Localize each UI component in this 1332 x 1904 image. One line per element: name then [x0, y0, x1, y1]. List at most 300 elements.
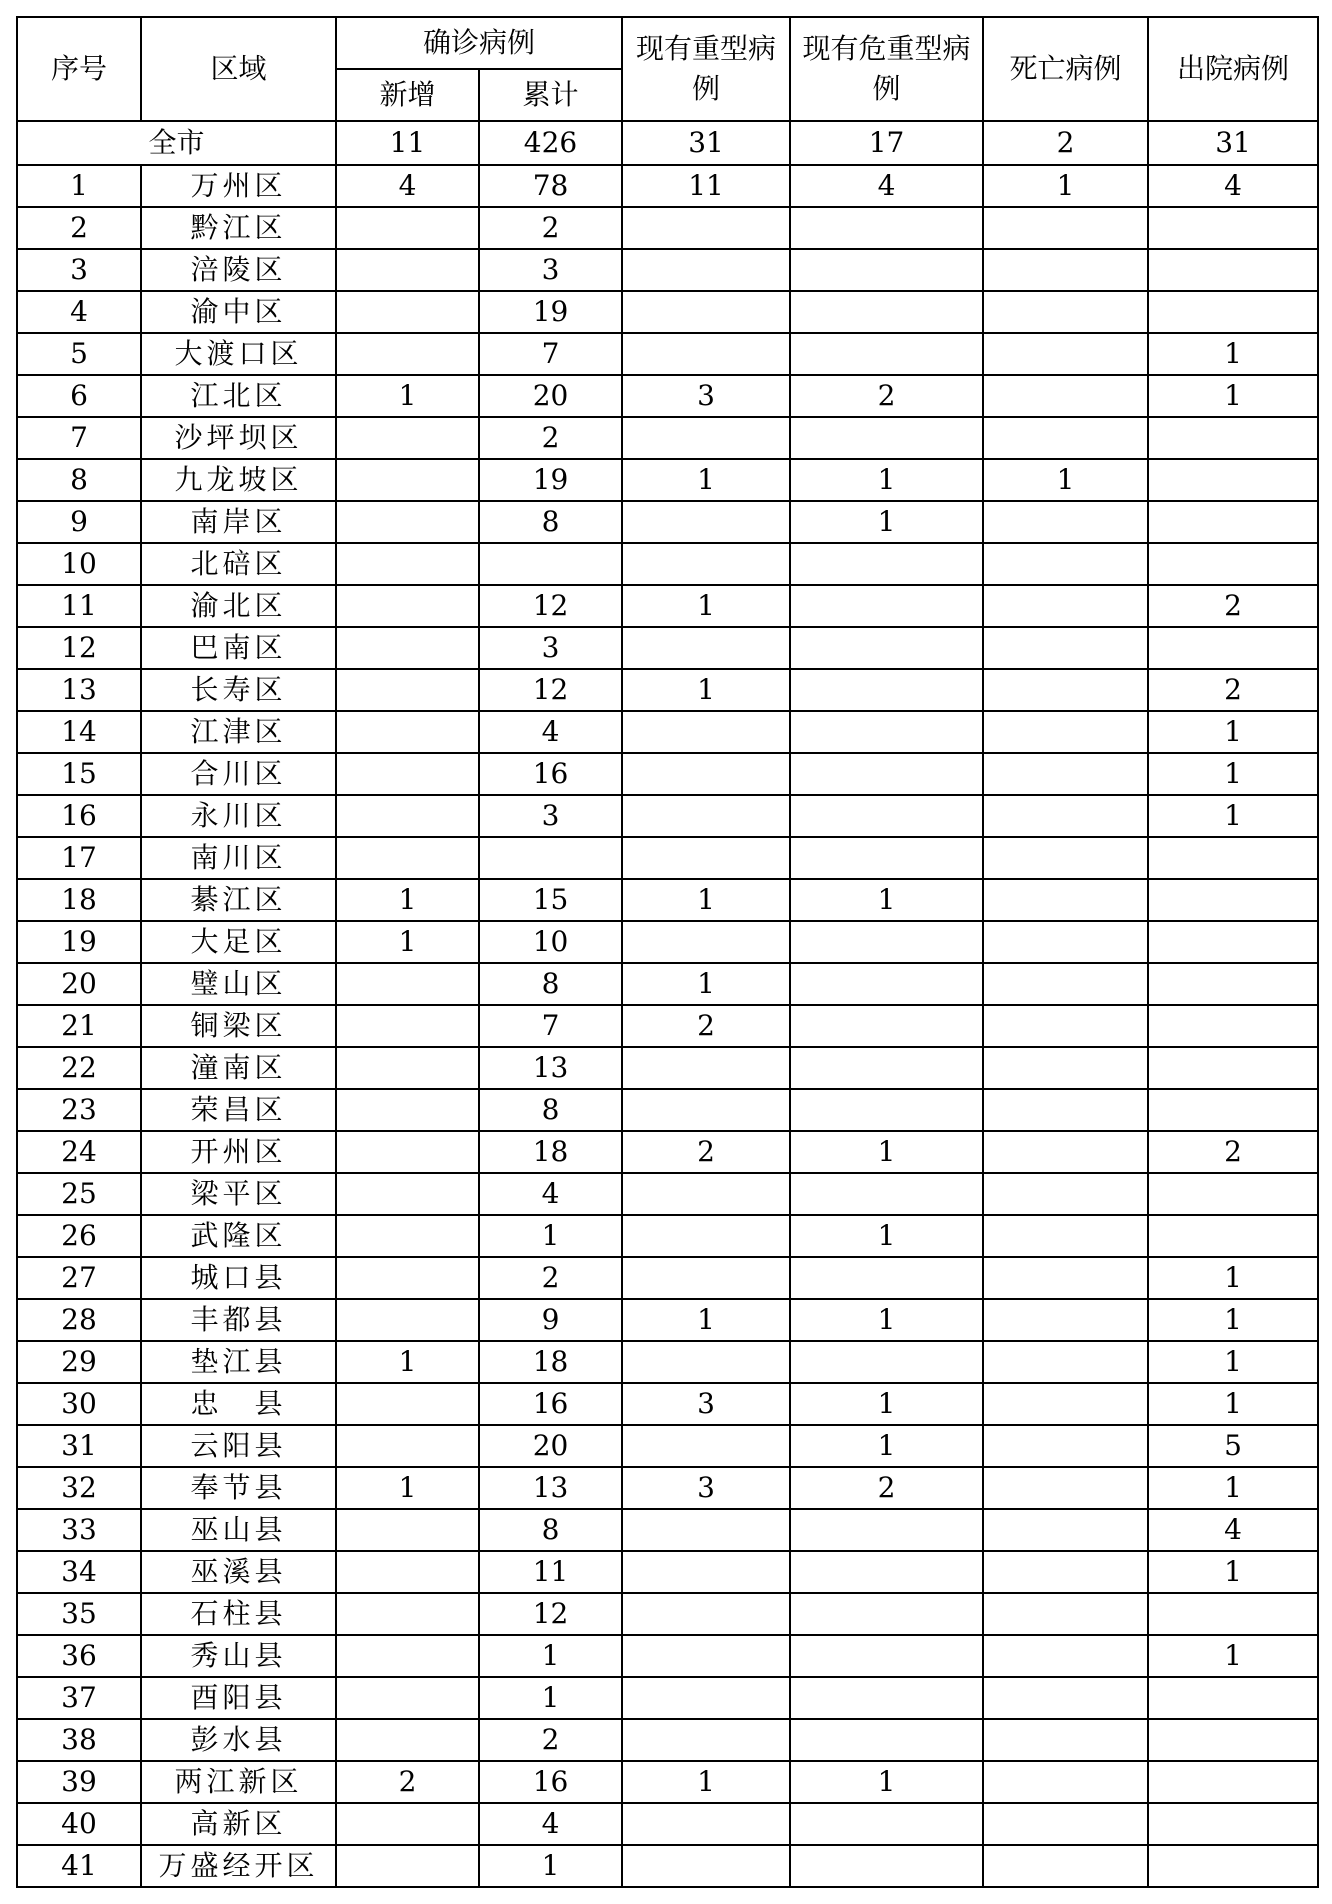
- cell-deaths: [983, 1677, 1148, 1719]
- cell-critical: [790, 291, 983, 333]
- cell-severe: [622, 1635, 790, 1677]
- cell-seq: 34: [17, 1551, 141, 1593]
- cell-new: [336, 963, 479, 1005]
- table-row: [17, 1635, 1318, 1677]
- cell-critical: [790, 1845, 983, 1887]
- cell-discharged: [1148, 543, 1318, 585]
- cell-new: [336, 753, 479, 795]
- cell-cumulative: [479, 837, 622, 879]
- table-body: [17, 121, 1318, 1887]
- cell-region: 江津区: [141, 711, 336, 753]
- cell-critical: [790, 921, 983, 963]
- cell-severe: 1: [622, 1299, 790, 1341]
- cell-region: 酉阳县: [141, 1677, 336, 1719]
- cell-cumulative: 1: [479, 1635, 622, 1677]
- cell-seq: 8: [17, 459, 141, 501]
- cell-cumulative: 10: [479, 921, 622, 963]
- cell-cumulative: 2: [479, 1257, 622, 1299]
- cell-new: [336, 1509, 479, 1551]
- cell-cumulative: 1: [479, 1677, 622, 1719]
- cell-new: [336, 795, 479, 837]
- cell-critical: [790, 417, 983, 459]
- cell-new: [336, 1383, 479, 1425]
- cell-seq: 15: [17, 753, 141, 795]
- cell-cumulative: 18: [479, 1131, 622, 1173]
- cell-seq: 5: [17, 333, 141, 375]
- cell-region: 忠 县: [141, 1383, 336, 1425]
- cell-discharged: 2: [1148, 669, 1318, 711]
- total-label: 全市: [17, 121, 336, 165]
- cell-deaths: [983, 333, 1148, 375]
- cell-critical: [790, 1005, 983, 1047]
- cell-seq: 12: [17, 627, 141, 669]
- header-discharged: 出院病例: [1148, 17, 1318, 121]
- table-row: [17, 375, 1318, 417]
- table-row: [17, 1425, 1318, 1467]
- cell-discharged: 1: [1148, 753, 1318, 795]
- cell-region: 万盛经开区: [141, 1845, 336, 1887]
- cell-region: 城口县: [141, 1257, 336, 1299]
- table-row: [17, 1593, 1318, 1635]
- cell-cumulative: 4: [479, 711, 622, 753]
- cell-critical: [790, 1803, 983, 1845]
- cell-deaths: [983, 1131, 1148, 1173]
- cell-region: 南川区: [141, 837, 336, 879]
- cell-cumulative: 7: [479, 1005, 622, 1047]
- cell-region: 梁平区: [141, 1173, 336, 1215]
- table-row: [17, 1383, 1318, 1425]
- cell-critical: [790, 1509, 983, 1551]
- cell-region: 綦江区: [141, 879, 336, 921]
- cell-critical: [790, 207, 983, 249]
- cell-critical: [790, 1719, 983, 1761]
- cell-cumulative: 1: [479, 1215, 622, 1257]
- cell-new: [336, 711, 479, 753]
- cell-severe: [622, 1341, 790, 1383]
- cell-seq: 22: [17, 1047, 141, 1089]
- cell-discharged: 1: [1148, 1551, 1318, 1593]
- header-region: 区域: [141, 17, 336, 121]
- cell-deaths: [983, 1761, 1148, 1803]
- cell-severe: [622, 1803, 790, 1845]
- cell-severe: 1: [622, 669, 790, 711]
- cell-seq: 6: [17, 375, 141, 417]
- table-row: [17, 1677, 1318, 1719]
- cell-severe: [622, 921, 790, 963]
- cell-severe: [622, 1215, 790, 1257]
- cell-cumulative: 9: [479, 1299, 622, 1341]
- cell-region: 奉节县: [141, 1467, 336, 1509]
- cell-discharged: 1: [1148, 795, 1318, 837]
- cell-region: 万州区: [141, 165, 336, 207]
- cell-seq: 40: [17, 1803, 141, 1845]
- cell-cumulative: 4: [479, 1173, 622, 1215]
- cell-discharged: [1148, 879, 1318, 921]
- cell-region: 璧山区: [141, 963, 336, 1005]
- cell-deaths: [983, 1593, 1148, 1635]
- cell-cumulative: 8: [479, 1089, 622, 1131]
- table-row: [17, 1089, 1318, 1131]
- cell-deaths: [983, 1089, 1148, 1131]
- cell-region: 黔江区: [141, 207, 336, 249]
- cell-region: 铜梁区: [141, 1005, 336, 1047]
- cell-seq: 24: [17, 1131, 141, 1173]
- cell-new: [336, 291, 479, 333]
- total-severe: 31: [622, 121, 790, 165]
- cell-region: 合川区: [141, 753, 336, 795]
- table-row: [17, 1131, 1318, 1173]
- cell-region: 渝北区: [141, 585, 336, 627]
- cell-cumulative: 2: [479, 207, 622, 249]
- cell-critical: [790, 795, 983, 837]
- cell-region: 秀山县: [141, 1635, 336, 1677]
- cell-new: [336, 249, 479, 291]
- cell-deaths: [983, 1005, 1148, 1047]
- cell-cumulative: 7: [479, 333, 622, 375]
- cell-severe: [622, 1719, 790, 1761]
- cell-region: 巫溪县: [141, 1551, 336, 1593]
- table-row: [17, 1047, 1318, 1089]
- cell-deaths: [983, 1341, 1148, 1383]
- cell-deaths: [983, 1215, 1148, 1257]
- cell-deaths: [983, 1299, 1148, 1341]
- header-new: 新增: [336, 69, 479, 121]
- table-row: [17, 711, 1318, 753]
- cell-seq: 28: [17, 1299, 141, 1341]
- cell-severe: 11: [622, 165, 790, 207]
- cell-critical: 1: [790, 459, 983, 501]
- cell-deaths: [983, 879, 1148, 921]
- cell-critical: [790, 543, 983, 585]
- cell-severe: [622, 753, 790, 795]
- cell-discharged: 2: [1148, 585, 1318, 627]
- cell-region: 巴南区: [141, 627, 336, 669]
- table-row: [17, 1845, 1318, 1887]
- cell-new: [336, 1425, 479, 1467]
- cell-region: 垫江县: [141, 1341, 336, 1383]
- cell-discharged: [1148, 501, 1318, 543]
- cell-cumulative: 4: [479, 1803, 622, 1845]
- header-seq: 序号: [17, 17, 141, 121]
- table-row: [17, 1341, 1318, 1383]
- cell-severe: [622, 1551, 790, 1593]
- cell-seq: 32: [17, 1467, 141, 1509]
- cell-new: [336, 669, 479, 711]
- cell-deaths: [983, 753, 1148, 795]
- total-cumulative: 426: [479, 121, 622, 165]
- cell-seq: 39: [17, 1761, 141, 1803]
- cell-region: 沙坪坝区: [141, 417, 336, 459]
- cell-critical: [790, 585, 983, 627]
- cell-critical: [790, 1341, 983, 1383]
- cell-region: 潼南区: [141, 1047, 336, 1089]
- cell-critical: 4: [790, 165, 983, 207]
- cell-critical: 1: [790, 879, 983, 921]
- cell-deaths: [983, 1509, 1148, 1551]
- cell-deaths: [983, 795, 1148, 837]
- cell-cumulative: 2: [479, 417, 622, 459]
- cell-deaths: [983, 375, 1148, 417]
- cell-cumulative: 3: [479, 627, 622, 669]
- cell-severe: 3: [622, 375, 790, 417]
- cell-critical: 1: [790, 1299, 983, 1341]
- cell-deaths: [983, 1635, 1148, 1677]
- cell-severe: [622, 501, 790, 543]
- cell-cumulative: 8: [479, 963, 622, 1005]
- cell-severe: [622, 1593, 790, 1635]
- table-row: [17, 1173, 1318, 1215]
- cell-cumulative: 19: [479, 459, 622, 501]
- cell-cumulative: 8: [479, 1509, 622, 1551]
- cell-critical: 1: [790, 1425, 983, 1467]
- cell-critical: [790, 627, 983, 669]
- cell-cumulative: 13: [479, 1467, 622, 1509]
- cell-deaths: [983, 501, 1148, 543]
- header-severe: 现有重型病例: [622, 17, 790, 121]
- cell-severe: [622, 1047, 790, 1089]
- cell-region: 丰都县: [141, 1299, 336, 1341]
- cell-discharged: [1148, 249, 1318, 291]
- cell-critical: [790, 753, 983, 795]
- cell-region: 江北区: [141, 375, 336, 417]
- cell-severe: [622, 837, 790, 879]
- cell-cumulative: 11: [479, 1551, 622, 1593]
- cell-deaths: [983, 249, 1148, 291]
- cell-deaths: [983, 291, 1148, 333]
- table-row: [17, 921, 1318, 963]
- cell-critical: [790, 711, 983, 753]
- cell-discharged: [1148, 837, 1318, 879]
- cell-new: [336, 1593, 479, 1635]
- cell-critical: [790, 1551, 983, 1593]
- cell-new: [336, 1299, 479, 1341]
- cell-region: 长寿区: [141, 669, 336, 711]
- cell-deaths: [983, 1047, 1148, 1089]
- cell-deaths: [983, 921, 1148, 963]
- cell-critical: [790, 1173, 983, 1215]
- cell-new: [336, 1845, 479, 1887]
- cell-cumulative: 16: [479, 753, 622, 795]
- cell-critical: [790, 1257, 983, 1299]
- table-row: [17, 333, 1318, 375]
- cell-critical: [790, 249, 983, 291]
- cell-seq: 26: [17, 1215, 141, 1257]
- cell-critical: 1: [790, 1761, 983, 1803]
- cell-seq: 14: [17, 711, 141, 753]
- cell-cumulative: [479, 543, 622, 585]
- cell-new: [336, 1215, 479, 1257]
- cell-new: [336, 1551, 479, 1593]
- cell-cumulative: 12: [479, 585, 622, 627]
- cell-cumulative: 3: [479, 249, 622, 291]
- cell-new: [336, 333, 479, 375]
- cell-critical: [790, 1593, 983, 1635]
- cell-cumulative: 13: [479, 1047, 622, 1089]
- cell-discharged: [1148, 1593, 1318, 1635]
- cell-critical: 2: [790, 1467, 983, 1509]
- cell-seq: 1: [17, 165, 141, 207]
- header-critical: 现有危重型病例: [790, 17, 983, 121]
- cell-critical: [790, 669, 983, 711]
- cell-cumulative: 1: [479, 1845, 622, 1887]
- table-row: [17, 627, 1318, 669]
- table-row: [17, 795, 1318, 837]
- cell-new: 1: [336, 921, 479, 963]
- table-row: [17, 249, 1318, 291]
- cell-new: [336, 1047, 479, 1089]
- cell-new: [336, 459, 479, 501]
- cell-deaths: [983, 543, 1148, 585]
- table-row: [17, 1257, 1318, 1299]
- cell-region: 涪陵区: [141, 249, 336, 291]
- cell-discharged: [1148, 1215, 1318, 1257]
- cell-seq: 2: [17, 207, 141, 249]
- cell-seq: 7: [17, 417, 141, 459]
- total-critical: 17: [790, 121, 983, 165]
- cell-deaths: 1: [983, 165, 1148, 207]
- cell-deaths: [983, 627, 1148, 669]
- cell-severe: [622, 249, 790, 291]
- cell-discharged: [1148, 1719, 1318, 1761]
- cell-discharged: 1: [1148, 375, 1318, 417]
- table-row: [17, 837, 1318, 879]
- cell-seq: 4: [17, 291, 141, 333]
- table-row: [17, 753, 1318, 795]
- cell-deaths: [983, 207, 1148, 249]
- total-deaths: 2: [983, 121, 1148, 165]
- cell-seq: 11: [17, 585, 141, 627]
- table-row: [17, 1761, 1318, 1803]
- cell-deaths: [983, 1383, 1148, 1425]
- header-row-top: [17, 17, 1318, 69]
- cell-discharged: [1148, 1803, 1318, 1845]
- cell-new: [336, 1005, 479, 1047]
- total-new: 11: [336, 121, 479, 165]
- cell-critical: [790, 1089, 983, 1131]
- cell-seq: 19: [17, 921, 141, 963]
- cell-deaths: [983, 711, 1148, 753]
- cell-seq: 25: [17, 1173, 141, 1215]
- cell-new: [336, 1719, 479, 1761]
- cell-new: [336, 417, 479, 459]
- cell-discharged: 1: [1148, 1383, 1318, 1425]
- cell-seq: 21: [17, 1005, 141, 1047]
- cell-cumulative: 78: [479, 165, 622, 207]
- cell-discharged: [1148, 459, 1318, 501]
- cell-deaths: [983, 585, 1148, 627]
- cell-seq: 23: [17, 1089, 141, 1131]
- cell-new: [336, 627, 479, 669]
- cell-seq: 18: [17, 879, 141, 921]
- cell-deaths: [983, 669, 1148, 711]
- cell-discharged: 4: [1148, 165, 1318, 207]
- cell-discharged: [1148, 417, 1318, 459]
- cell-region: 大足区: [141, 921, 336, 963]
- cell-discharged: 1: [1148, 1635, 1318, 1677]
- cell-discharged: [1148, 921, 1318, 963]
- cell-deaths: [983, 1551, 1148, 1593]
- cell-region: 永川区: [141, 795, 336, 837]
- cell-new: 4: [336, 165, 479, 207]
- table-row: [17, 1005, 1318, 1047]
- cell-seq: 20: [17, 963, 141, 1005]
- cell-seq: 27: [17, 1257, 141, 1299]
- table-row: [17, 963, 1318, 1005]
- cell-severe: 2: [622, 1005, 790, 1047]
- table-row: [17, 1299, 1318, 1341]
- cell-discharged: [1148, 1173, 1318, 1215]
- cell-discharged: 1: [1148, 711, 1318, 753]
- cell-new: 1: [336, 375, 479, 417]
- cell-severe: 1: [622, 879, 790, 921]
- cell-critical: [790, 963, 983, 1005]
- table-row: [17, 1467, 1318, 1509]
- table-row: [17, 291, 1318, 333]
- cell-critical: 1: [790, 1383, 983, 1425]
- table-row: [17, 207, 1318, 249]
- cell-severe: [622, 543, 790, 585]
- header-deaths: 死亡病例: [983, 17, 1148, 121]
- cell-critical: [790, 1047, 983, 1089]
- cell-new: [336, 1677, 479, 1719]
- cell-deaths: [983, 1803, 1148, 1845]
- table-row: [17, 1509, 1318, 1551]
- cell-cumulative: 3: [479, 795, 622, 837]
- cell-new: [336, 585, 479, 627]
- cell-new: 1: [336, 1341, 479, 1383]
- cell-discharged: [1148, 1677, 1318, 1719]
- cell-discharged: 1: [1148, 333, 1318, 375]
- cell-severe: 1: [622, 459, 790, 501]
- cell-region: 巫山县: [141, 1509, 336, 1551]
- cell-new: [336, 543, 479, 585]
- cell-new: [336, 1257, 479, 1299]
- table-row: [17, 669, 1318, 711]
- table-row: [17, 1803, 1318, 1845]
- cell-deaths: [983, 1173, 1148, 1215]
- cell-critical: [790, 1677, 983, 1719]
- cell-discharged: [1148, 627, 1318, 669]
- cell-new: 1: [336, 1467, 479, 1509]
- cell-seq: 16: [17, 795, 141, 837]
- cell-severe: [622, 1425, 790, 1467]
- cell-discharged: 1: [1148, 1467, 1318, 1509]
- cell-region: 南岸区: [141, 501, 336, 543]
- cell-deaths: 1: [983, 459, 1148, 501]
- table-row: [17, 1551, 1318, 1593]
- cell-new: [336, 501, 479, 543]
- cell-new: [336, 1173, 479, 1215]
- cell-critical: 1: [790, 501, 983, 543]
- cell-deaths: [983, 417, 1148, 459]
- cell-region: 开州区: [141, 1131, 336, 1173]
- cell-severe: 1: [622, 585, 790, 627]
- cell-new: [336, 207, 479, 249]
- cell-severe: [622, 1677, 790, 1719]
- table-row: [17, 501, 1318, 543]
- cell-region: 北碚区: [141, 543, 336, 585]
- cell-discharged: 2: [1148, 1131, 1318, 1173]
- cell-severe: [622, 207, 790, 249]
- cell-discharged: [1148, 963, 1318, 1005]
- cell-severe: [622, 1509, 790, 1551]
- cell-seq: 38: [17, 1719, 141, 1761]
- cell-region: 武隆区: [141, 1215, 336, 1257]
- cell-severe: 2: [622, 1131, 790, 1173]
- table-row: [17, 417, 1318, 459]
- cell-discharged: 1: [1148, 1341, 1318, 1383]
- table-row: [17, 1719, 1318, 1761]
